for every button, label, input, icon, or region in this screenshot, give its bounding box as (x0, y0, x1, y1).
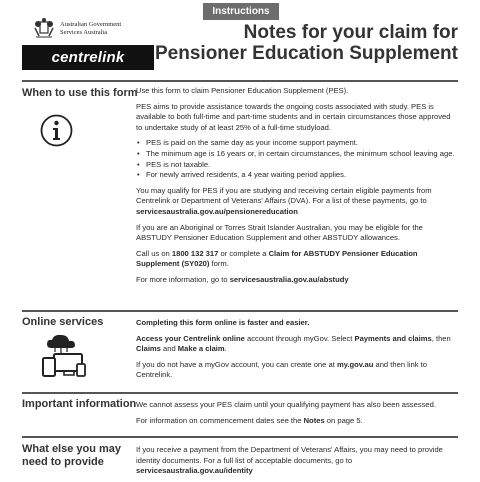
online-p2-h: . (224, 344, 227, 354)
info-icon (40, 114, 73, 147)
online-p2-a: Access your Centrelink online (136, 333, 245, 343)
centrelink-logo: centrelink (22, 45, 154, 70)
when-p5 (136, 249, 458, 270)
when-p2: PES aims to provide assistance towards the ongoing costs associated with study. PES is available to both full-time and part-time students and in certain circumstances those approved to undertake study of at least 25% of a full-time studyload. (136, 101, 451, 132)
whatelse-p1-text: If you receive a payment from the Department of Veterans' Affairs, you may need to provide identity documents. For a full list of acceptable documents, go to (136, 445, 443, 465)
when-p5-a: Call us on (136, 248, 172, 258)
online-lead: Completing this form online is faster and easier. (136, 318, 310, 327)
section-divider (22, 436, 458, 438)
section-heading-important: Important information (22, 398, 137, 410)
section-divider (22, 80, 458, 82)
important-p2-c: on page 5. (324, 415, 363, 425)
when-p1: Use this form to claim Pensioner Education Supplement (PES). (136, 86, 349, 95)
title-line1: Notes for your claim for (243, 22, 458, 43)
gov-line2: Services Australia (60, 28, 108, 36)
important-p2-a: For information on commencement dates see the (136, 415, 304, 425)
whatelse-line2: need to provide (22, 456, 104, 468)
list-item: • PES is not taxable. (146, 160, 458, 171)
section-heading-whatelse (22, 443, 121, 469)
important-p2 (136, 416, 458, 427)
online-p2-b: account through myGov. Select (244, 333, 355, 343)
when-p5-c: form. (209, 259, 229, 269)
when-p4: If you are an Aboriginal or Torres Strait Islander Australian, you may be eligible for the ABSTUDY Pensioner Education Supplement and other ABSTUDY allowances. (136, 222, 423, 243)
online-p2-e: Claims (136, 344, 161, 354)
online-p2 (136, 334, 458, 355)
when-body (136, 86, 458, 291)
pensionereducation-link[interactable]: servicesaustralia.gov.au/pensionereducation (136, 206, 298, 216)
notes-ref: Notes (303, 415, 325, 425)
online-p2-g: Make a claim (177, 344, 225, 354)
section-divider (22, 310, 458, 312)
section-heading-online: Online services (22, 316, 104, 328)
important-body (136, 400, 458, 431)
online-p2-f: and (160, 344, 178, 354)
when-p3 (136, 186, 458, 218)
when-bullets (136, 138, 458, 180)
whatelse-line1: What else you may (22, 443, 122, 455)
when-p6-a: For more information, go to (136, 274, 230, 284)
coat-of-arms-icon (32, 16, 56, 40)
abstudy-link[interactable]: servicesaustralia.gov.au/abstudy (229, 274, 349, 284)
online-p2-c: Payments and claims (354, 333, 432, 343)
when-p6 (136, 275, 458, 286)
whatelse-p1 (136, 445, 458, 477)
instructions-tag: Instructions (203, 3, 279, 20)
list-item: • For newly arrived residents, a 4 year waiting period applies. (146, 170, 458, 181)
abstudy-form-name: Claim for ABSTUDY Pensioner Education Supplement (SY020) (136, 248, 418, 269)
title-line2: Pensioner Education Supplement (155, 43, 458, 64)
mygov-link[interactable]: my.gov.au (336, 359, 374, 369)
phone-number: 1800 132 317 (171, 248, 219, 258)
whatelse-body (136, 445, 458, 482)
list-item: • PES is paid on the same day as your income support payment. (146, 138, 458, 149)
online-p3-a: If you do not have a myGov account, you can create one at (136, 359, 337, 369)
section-divider (22, 392, 458, 394)
when-p3-text: You may qualify for PES if you are studying and receiving certain eligible payments from Centrelink or Department of Veterans' Affairs (DVA). For a list of these payments, go to (136, 185, 432, 206)
section-heading-when: When to use this form (22, 87, 138, 99)
government-name (60, 21, 121, 36)
online-p3 (136, 360, 458, 381)
online-p3-b: and then link to Centrelink. (136, 359, 427, 380)
online-p2-d: , then (431, 333, 451, 343)
identity-link[interactable]: servicesaustralia.gov.au/identity (136, 466, 253, 476)
page-title (155, 22, 458, 64)
list-item: • The minimum age is 16 years or, in certain circumstances, the minimum school leaving age. (146, 149, 458, 160)
cloud-devices-icon (37, 330, 89, 380)
important-p1: We cannot assess your PES claim until your qualifying payment has also been assessed. (136, 400, 436, 409)
online-p1 (136, 318, 458, 329)
online-body (136, 318, 458, 386)
gov-line1: Australian Government (60, 21, 122, 28)
when-p5-b: or complete a (218, 248, 269, 258)
